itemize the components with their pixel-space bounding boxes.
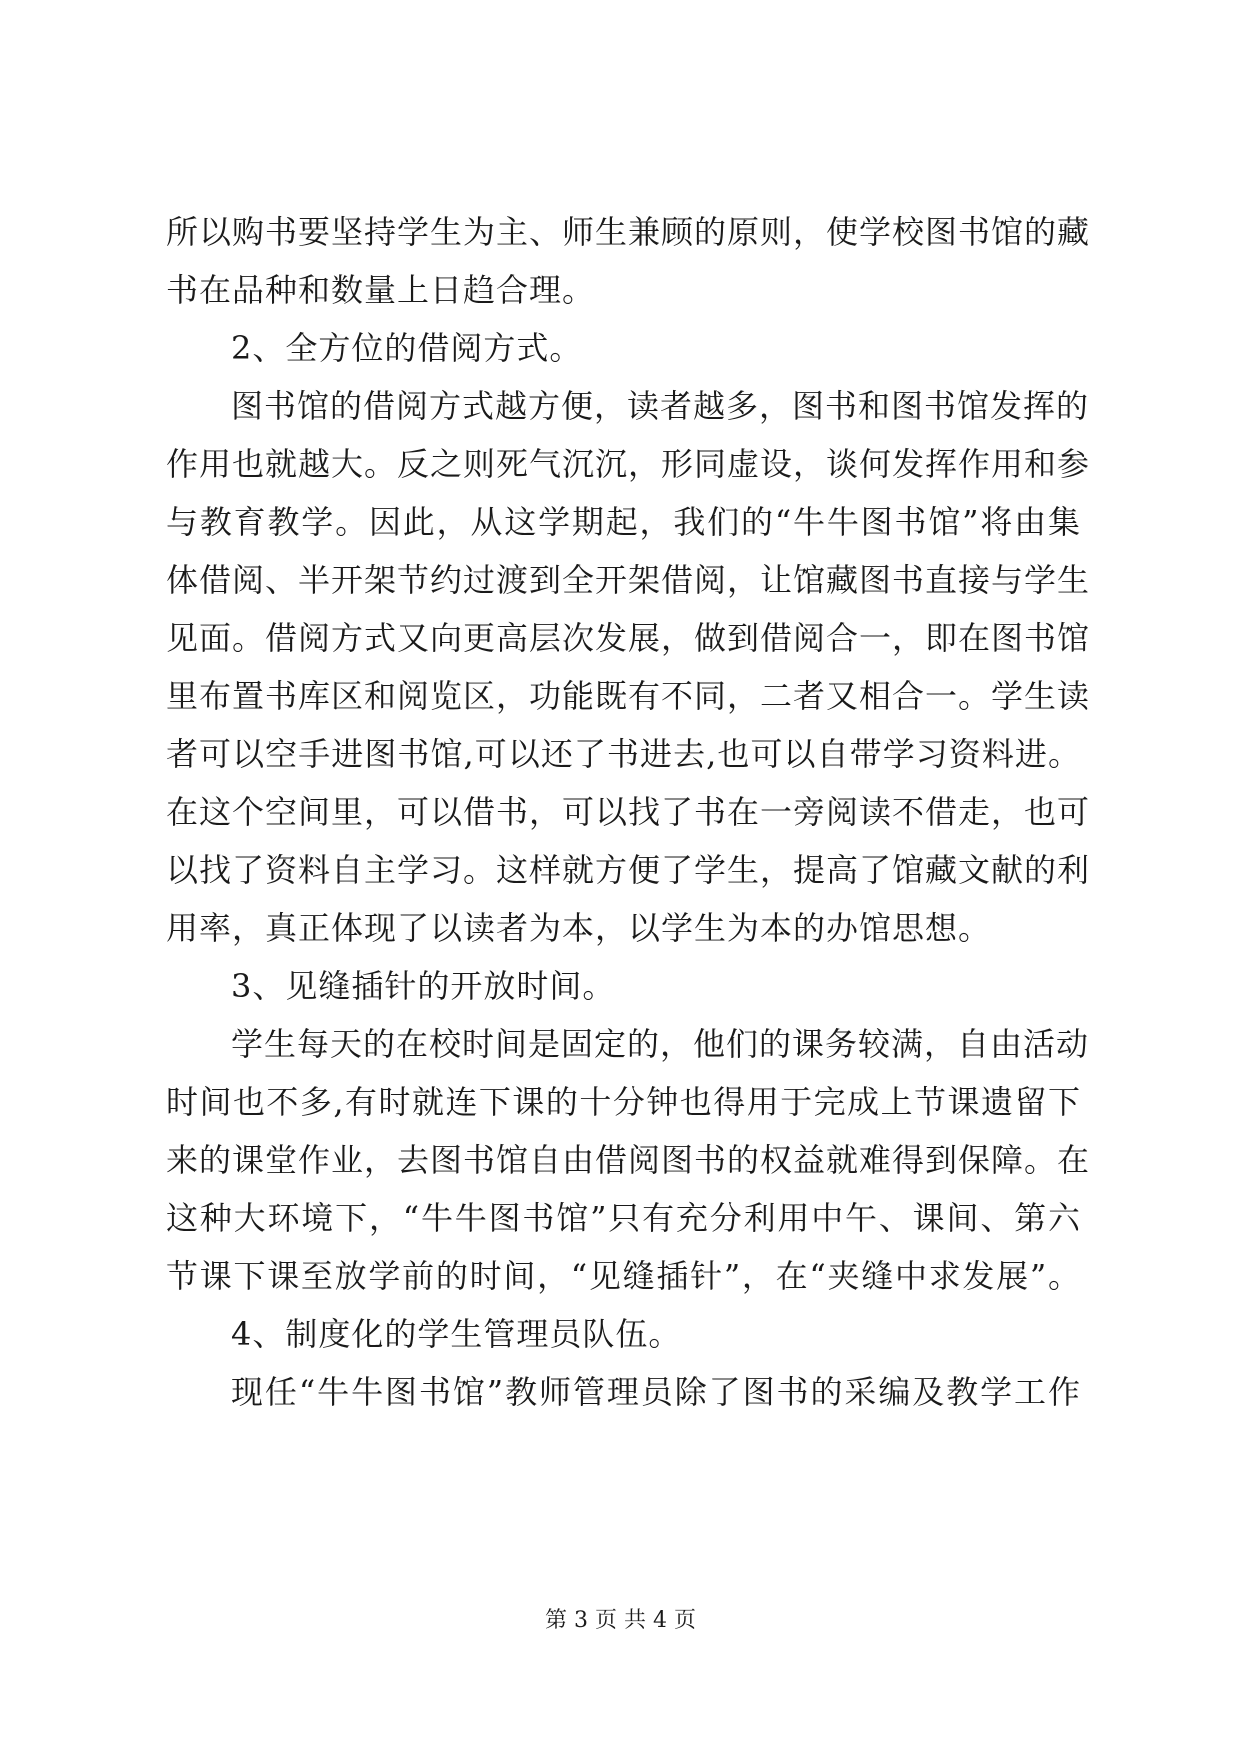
body-line: 这种大环境下，“牛牛图书馆”只有充分利用中午、课间、第六 [166, 1199, 1081, 1237]
body-line: 现任“牛牛图书馆”教师管理员除了图书的采编及教学工作 [231, 1373, 1081, 1411]
body-line: 图书馆的借阅方式越方便，读者越多，图书和图书馆发挥的 [231, 387, 1090, 425]
body-line: 作用也就越大。反之则死气沉沉，形同虚设，谈何发挥作用和参 [166, 445, 1091, 483]
body-line: 见面。借阅方式又向更高层次发展，做到借阅合一，即在图书馆 [166, 619, 1091, 657]
body-line: 里布置书库区和阅览区，功能既有不同，二者又相合一。学生读 [166, 677, 1091, 715]
body-line: 书在品种和数量上日趋合理。 [166, 271, 596, 309]
section-heading: 4、制度化的学生管理员队伍。 [231, 1315, 682, 1353]
body-line: 与教育教学。因此，从这学期起，我们的“牛牛图书馆”将由集 [166, 503, 1081, 541]
body-line: 用率，真正体现了以读者为本，以学生为本的办馆思想。 [166, 909, 992, 947]
body-line: 节课下课至放学前的时间，“见缝插针”，在“夹缝中求发展”。 [166, 1257, 1081, 1295]
body-line: 所以购书要坚持学生为主、师生兼顾的原则，使学校图书馆的藏 [166, 213, 1091, 251]
section-heading: 2、全方位的借阅方式。 [231, 329, 583, 367]
body-line: 在这个空间里，可以借书，可以找了书在一旁阅读不借走，也可 [166, 793, 1091, 831]
body-line: 体借阅、半开架节约过渡到全开架借阅，让馆藏图书直接与学生 [166, 561, 1091, 599]
body-line: 时间也不多,有时就连下课的十分钟也得用于完成上节课遗留下 [166, 1083, 1081, 1121]
page-number-footer: 第 3 页 共 4 页 [545, 1608, 696, 1633]
body-line: 者可以空手进图书馆,可以还了书进去,也可以自带学习资料进。 [166, 735, 1081, 773]
section-heading: 3、见缝插针的开放时间。 [231, 967, 616, 1005]
body-line: 来的课堂作业，去图书馆自由借阅图书的权益就难得到保障。在 [166, 1141, 1091, 1179]
body-line: 以找了资料自主学习。这样就方便了学生，提高了馆藏文献的利 [166, 851, 1091, 889]
body-line: 学生每天的在校时间是固定的，他们的课务较满，自由活动 [231, 1025, 1090, 1063]
